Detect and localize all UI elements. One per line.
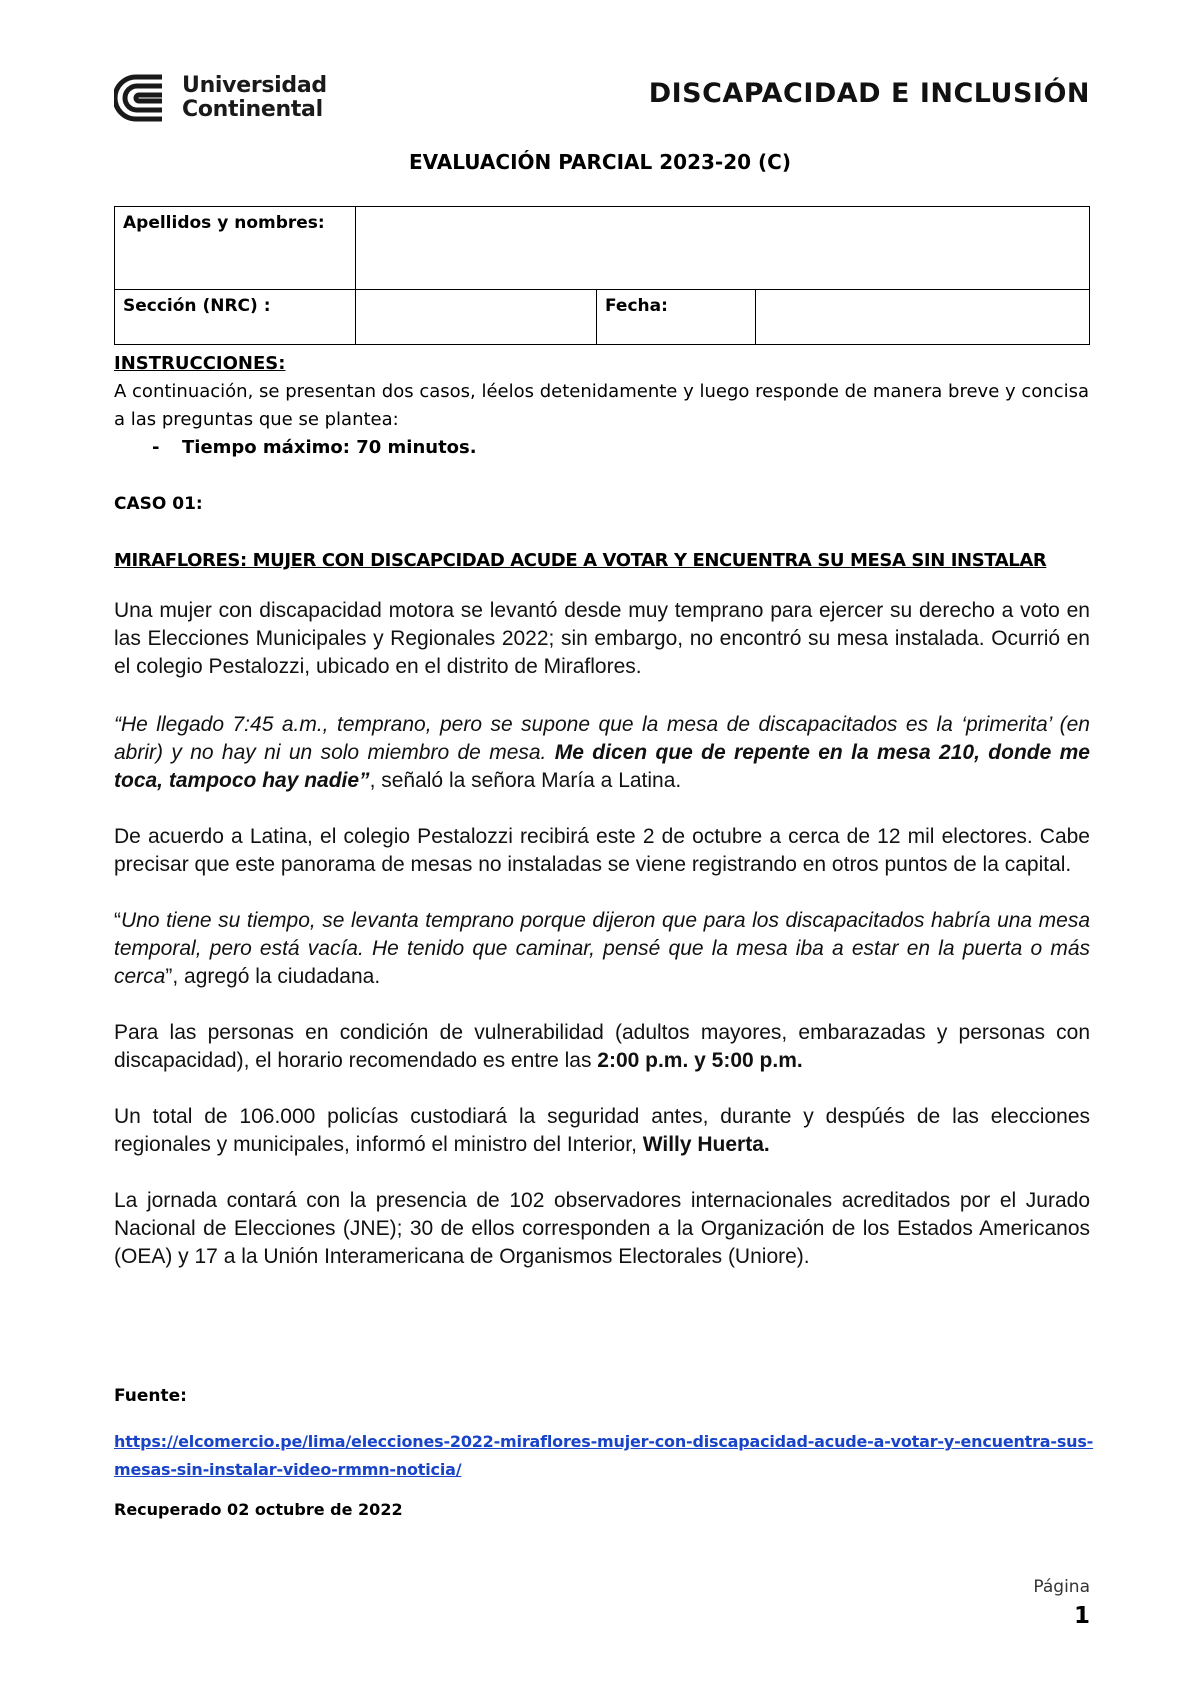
instructions-text: A continuación, se presentan dos casos, léelos detenidamente y luego responde de manera breve y concisa a las preguntas que se plantea: — [114, 381, 1089, 430]
quote-open: “ — [114, 909, 121, 932]
section-field[interactable] — [356, 290, 597, 345]
police-text: Un total de 106.000 policías custodiará la seguridad antes, durante y despúés de las elecciones regionales y municipales, informó el ministro del Interior, — [114, 1105, 1090, 1156]
logo-wordmark — [182, 74, 327, 122]
section-label: Sección (NRC) : — [115, 290, 356, 345]
quote-attribution-2: ”, agregó la ciudadana. — [165, 965, 381, 988]
quote-attribution: , señaló la señora María a Latina. — [369, 769, 682, 792]
quote-italic-2: Uno tiene su tiempo, se levanta temprano porque dijeron que para los discapacitados habría una mesa temporal, pero está vacía. He tenido que caminar, pensé que la mesa iba a estar en la puerta o más cerca — [114, 909, 1090, 988]
paragraph-4 — [114, 907, 1090, 991]
instructions — [114, 350, 1090, 462]
logo-line-2: Continental — [182, 97, 323, 122]
retrieved-date: Recuperado 02 octubre de 2022 — [114, 1500, 403, 1519]
paragraph-1: Una mujer con discapacidad motora se levantó desde muy temprano para ejercer su derecho a voto en las Elecciones Municipales y Regionales 2022; sin embargo, no encontró su mesa instalada. Ocurrió en el colegio Pestalozzi, ubicado en el distrito de Miraflores. — [114, 599, 1090, 678]
instructions-heading: INSTRUCCIONES: — [114, 353, 286, 374]
source-link[interactable]: https://elcomercio.pe/lima/elecciones-2022-miraflores-mujer-con-discapacidad-acude-a-votar-y-encuentra-sus-mesas-sin-instalar-video-rmmn-noticia/ — [114, 1432, 1094, 1479]
case-body — [114, 597, 1090, 1299]
student-info-table — [114, 206, 1090, 345]
schedule-hours: 2:00 p.m. y 5:00 p.m. — [597, 1049, 803, 1072]
logo-line-1: Universidad — [182, 73, 327, 98]
minister-name: Willy Huerta. — [642, 1133, 770, 1156]
course-title: DISCAPACIDAD E INCLUSIÓN — [648, 78, 1090, 109]
university-logo — [114, 70, 344, 126]
paragraph-5 — [114, 1019, 1090, 1075]
source-label: Fuente: — [114, 1386, 187, 1406]
paragraph-3: De acuerdo a Latina, el colegio Pestalozzi recibirá este 2 de octubre a cerca de 12 mil electores. Cabe precisar que este panorama de mesas no instaladas se viene registrando en otros puntos de la capital. — [114, 825, 1090, 876]
paragraph-2 — [114, 711, 1090, 795]
paragraph-6 — [114, 1103, 1090, 1159]
case-headline: MIRAFLORES: MUJER CON DISCAPCIDAD ACUDE A VOTAR Y ENCUENTRA SU MESA SIN INSTALAR — [114, 550, 1047, 571]
time-limit-bullet — [152, 434, 1090, 462]
schedule-text: Para las personas en condición de vulnerabilidad (adultos mayores, embarazadas y personas con discapacidad), el horario recomendado es entre las — [114, 1021, 1090, 1072]
paragraph-7: La jornada contará con la presencia de 102 observadores internacionales acreditados por el Jurado Nacional de Elecciones (JNE); 30 de ellos corresponden a la Organización de los Estados Americanos (OEA) y 17 a la Unión Interamericana de Organismos Electorales (Uniore). — [114, 1189, 1090, 1268]
date-field[interactable] — [756, 290, 1090, 345]
name-label: Apellidos y nombres: — [115, 207, 356, 290]
name-field[interactable] — [356, 207, 1090, 290]
page-number: 1 — [1073, 1603, 1090, 1629]
university-logo-icon — [114, 73, 174, 123]
case-label: CASO 01: — [114, 494, 203, 514]
exam-title: EVALUACIÓN PARCIAL 2023-20 (C) — [409, 150, 791, 174]
page-label: Página — [1033, 1577, 1090, 1597]
time-limit-text: Tiempo máximo: 70 minutos. — [182, 437, 477, 458]
quote-bold: Me dicen que de repente en la mesa 210, donde me toca, tampoco hay nadie” — [114, 741, 1090, 792]
date-label: Fecha: — [597, 290, 756, 345]
bullet-dash: - — [152, 437, 160, 458]
quote-italic: “He llegado 7:45 a.m., temprano, pero se supone que la mesa de discapacitados es la ‘primerita’ (en abrir) y no hay ni un solo miembro de mesa. — [114, 713, 1090, 764]
